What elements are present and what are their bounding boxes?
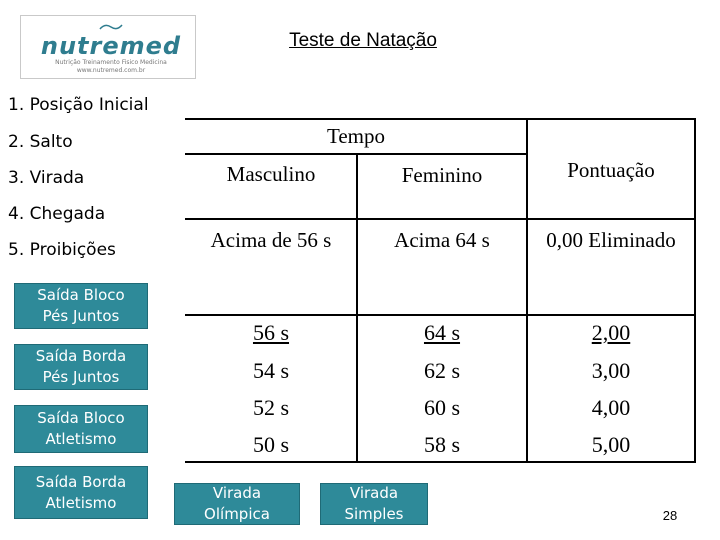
list-item-proibicoes: 5. Proibições bbox=[8, 240, 116, 260]
row-4-score: 5,00 bbox=[591, 432, 631, 457]
row-3-score: 4,00 bbox=[591, 395, 631, 420]
logo-brand: nutremed bbox=[40, 32, 182, 60]
list-item-posicao-inicial: 1. Posição Inicial bbox=[8, 95, 149, 115]
start-box-line1: Saída Borda bbox=[35, 472, 127, 491]
start-box-line1: Saída Borda bbox=[35, 347, 127, 365]
turn-box-line1: Virada bbox=[212, 484, 262, 502]
list-item-salto: 2. Salto bbox=[8, 132, 73, 152]
header-masculino: Masculino bbox=[226, 162, 316, 186]
header-tempo: Tempo bbox=[326, 124, 386, 148]
row-1-female: 64 s bbox=[423, 320, 461, 345]
table-divider-header bbox=[185, 218, 696, 220]
nutremed-logo bbox=[20, 15, 196, 79]
row-1-score: 2,00 bbox=[591, 320, 631, 345]
start-box-line2: Pés Juntos bbox=[42, 368, 120, 386]
logo-url: www.nutremed.com.br bbox=[76, 67, 146, 74]
start-box-bloco-pes-juntos[interactable] bbox=[14, 283, 148, 329]
turn-box-line2: Olímpica bbox=[204, 505, 270, 523]
header-feminino: Feminino bbox=[401, 163, 483, 187]
threshold-score: 0,00 Eliminado bbox=[546, 228, 676, 252]
row-2-score: 3,00 bbox=[591, 358, 631, 383]
page-number: 28 bbox=[662, 508, 678, 523]
row-4-male: 50 s bbox=[252, 432, 290, 457]
turn-box-olimpica[interactable] bbox=[174, 483, 300, 525]
start-box-line1: Saída Bloco bbox=[37, 286, 125, 304]
list-item-chegada: 4. Chegada bbox=[8, 204, 106, 224]
turn-box-line1: Virada bbox=[349, 484, 399, 502]
row-4-female: 58 s bbox=[423, 432, 461, 457]
start-box-line1: Saída Bloco bbox=[37, 409, 125, 427]
turn-box-simples[interactable] bbox=[320, 483, 428, 525]
logo-tagline: Nutrição Treinamento Fisico Medicina bbox=[55, 59, 167, 66]
table-border-bottom bbox=[185, 461, 696, 463]
logo-wave-icon bbox=[99, 22, 123, 32]
start-box-bloco-atletismo[interactable] bbox=[14, 405, 148, 453]
row-2-male: 54 s bbox=[252, 358, 290, 383]
row-3-male: 52 s bbox=[252, 395, 290, 420]
table-border-right bbox=[694, 118, 696, 463]
start-box-line2: Atletismo bbox=[45, 493, 117, 512]
table-border-top bbox=[185, 118, 696, 120]
row-2-female: 62 s bbox=[423, 358, 461, 383]
slide-title[interactable]: Teste de Natação bbox=[289, 30, 437, 51]
start-box-borda-pes-juntos[interactable] bbox=[14, 344, 148, 390]
header-pontuacao: Pontuação bbox=[567, 158, 655, 182]
list-item-virada: 3. Virada bbox=[8, 168, 85, 188]
threshold-male: Acima de 56 s bbox=[210, 228, 332, 252]
row-1-male: 56 s bbox=[252, 320, 290, 345]
table-divider-threshold bbox=[185, 314, 696, 316]
threshold-female: Acima 64 s bbox=[394, 228, 490, 252]
start-box-line2: Pés Juntos bbox=[42, 307, 120, 325]
start-box-line2: Atletismo bbox=[45, 430, 117, 448]
start-box-borda-atletismo[interactable] bbox=[14, 466, 148, 519]
turn-box-line2: Simples bbox=[344, 505, 404, 523]
row-3-female: 60 s bbox=[423, 395, 461, 420]
